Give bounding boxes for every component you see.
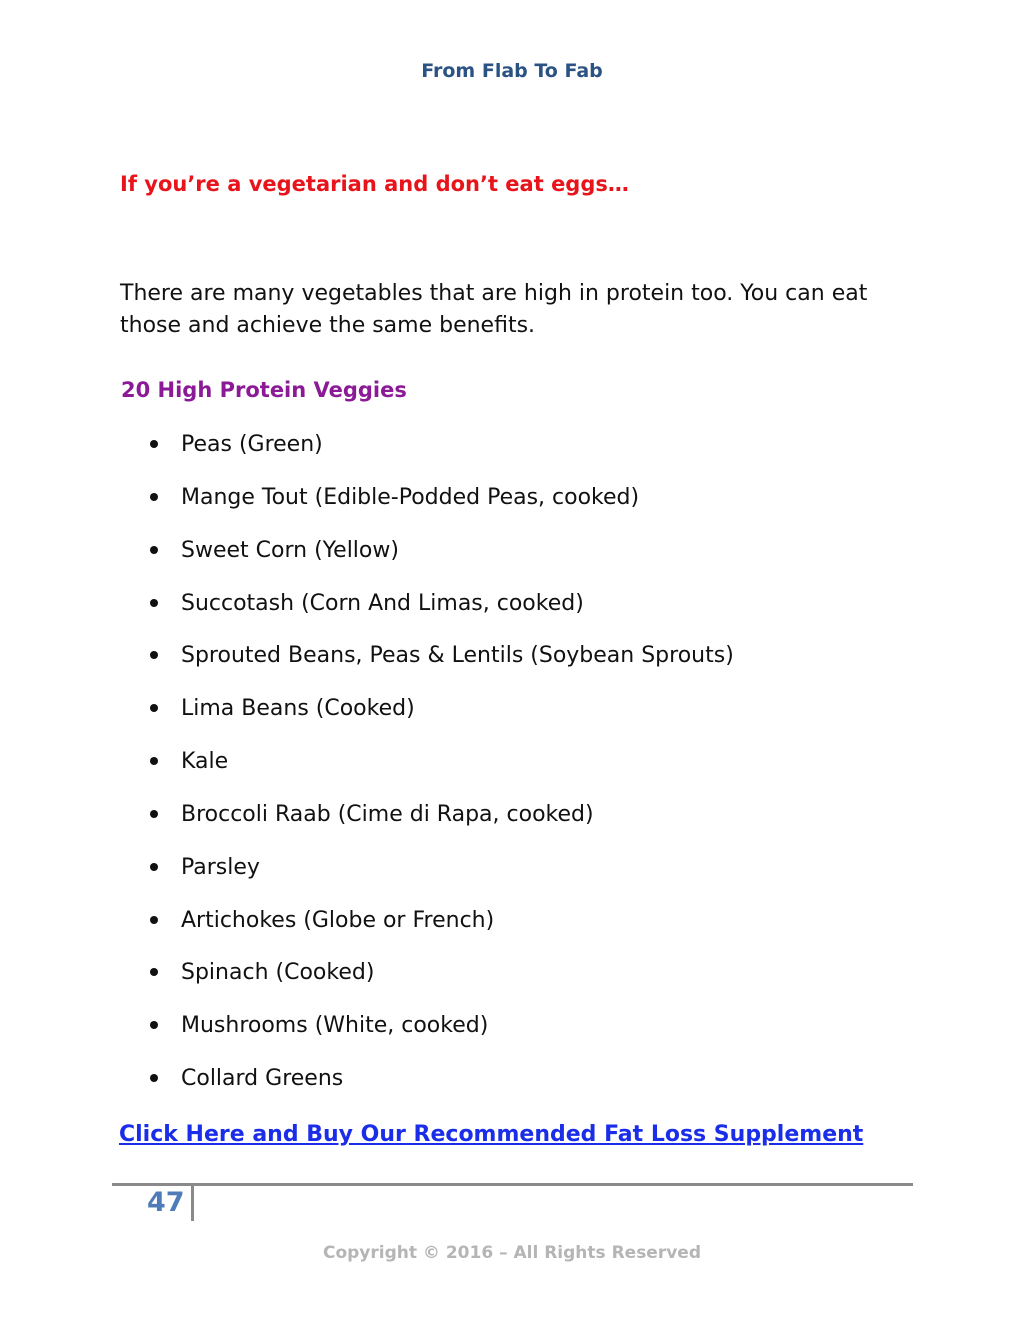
bullet-icon — [150, 810, 158, 818]
list-heading: 20 High Protein Veggies — [121, 378, 407, 402]
section-heading: If you’re a vegetarian and don’t eat eggs… — [120, 172, 629, 196]
bullet-icon — [150, 1074, 158, 1082]
list-item-label: Artichokes (Globe or French) — [181, 907, 495, 933]
buy-supplement-link[interactable]: Click Here and Buy Our Recommended Fat Loss Supplement — [119, 1122, 864, 1147]
running-header-title: From Flab To Fab — [421, 60, 603, 82]
list-item-label: Broccoli Raab (Cime di Rapa, cooked) — [181, 801, 594, 827]
bullet-icon — [150, 493, 158, 501]
bullet-icon — [150, 440, 158, 448]
bullet-icon — [150, 1021, 158, 1029]
bullet-icon — [150, 916, 158, 924]
bullet-icon — [150, 863, 158, 871]
list-item-label: Spinach (Cooked) — [181, 960, 375, 986]
list-item-label: Sprouted Beans, Peas & Lentils (Soybean Sprouts) — [181, 643, 734, 669]
bullet-icon — [150, 968, 158, 976]
page-number: 47 — [147, 1187, 185, 1218]
bullet-icon — [150, 757, 158, 765]
copyright-notice: Copyright © 2016 – All Rights Reserved — [322, 1243, 702, 1263]
bullet-icon — [150, 704, 158, 712]
bullet-icon — [150, 546, 158, 554]
list-item-label: Sweet Corn (Yellow) — [181, 537, 399, 563]
list-item-label: Succotash (Corn And Limas, cooked) — [181, 590, 584, 616]
list-item-label: Collard Greens — [181, 1066, 344, 1092]
list-item-label: Parsley — [181, 854, 260, 880]
list-item-label: Peas (Green) — [181, 432, 323, 457]
list-item-label: Mushrooms (White, cooked) — [181, 1013, 489, 1039]
intro-paragraph: There are many vegetables that are high in protein too. You can eat those and achieve the same benefits. — [120, 281, 868, 338]
page-number-divider — [191, 1186, 194, 1221]
list-item-label: Mange Tout (Edible-Podded Peas, cooked) — [181, 484, 640, 510]
bullet-icon — [150, 651, 158, 659]
footer-divider — [112, 1183, 913, 1186]
bullet-icon — [150, 599, 158, 607]
list-item-label: Lima Beans (Cooked) — [181, 696, 415, 722]
list-item-label: Kale — [181, 749, 229, 775]
